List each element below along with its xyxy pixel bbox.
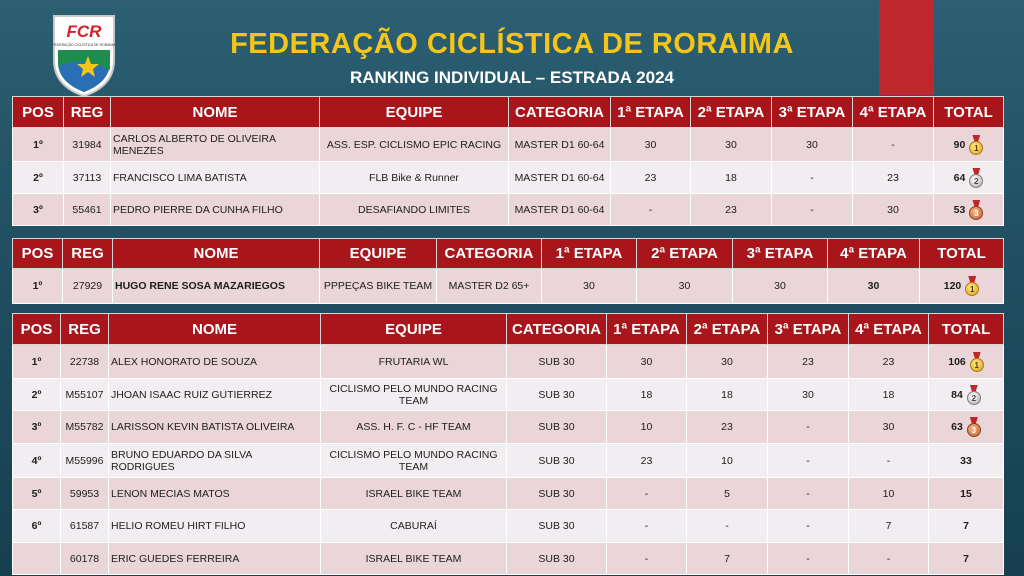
col-etapa-4: 4ª ETAPA xyxy=(849,314,929,345)
table-header-row xyxy=(13,97,1004,128)
cell-total xyxy=(929,345,1004,379)
cell-pos: 1º xyxy=(13,345,61,379)
cell-nome: PEDRO PIERRE DA CUNHA FILHO xyxy=(111,194,320,226)
gold-medal-icon: 1 xyxy=(965,276,979,296)
page-subtitle: RANKING INDIVIDUAL – ESTRADA 2024 xyxy=(349,68,674,87)
total-value: 120 xyxy=(943,279,962,292)
cell-etapa-4: 30 xyxy=(853,194,934,226)
col-categoria: CATEGORIA xyxy=(437,239,542,269)
col-etapa-1: 1ª ETAPA xyxy=(607,314,687,345)
cell-etapa-3: - xyxy=(768,411,849,444)
cell-etapa-2: 5 xyxy=(687,478,768,510)
cell-etapa-1: 30 xyxy=(607,345,687,379)
cell-equipe: ASS. H. F. C - HF TEAM xyxy=(321,411,507,444)
cell-equipe: DESAFIANDO LIMITES xyxy=(320,194,509,226)
cell-total: 7 xyxy=(929,543,1004,575)
cell-pos: 3º xyxy=(13,411,61,444)
cell-equipe: CICLISMO PELO MUNDO RACING TEAM xyxy=(321,444,507,478)
cell-etapa-1: 30 xyxy=(542,269,637,304)
cell-nome: BRUNO EDUARDO DA SILVA RODRIGUES xyxy=(109,444,321,478)
cell-etapa-1: - xyxy=(607,510,687,543)
table-header-row xyxy=(13,314,1004,345)
total-value: 63 xyxy=(951,420,963,433)
col-pos: POS xyxy=(13,97,64,128)
cell-total xyxy=(934,162,1004,194)
table-header-row xyxy=(13,239,1004,269)
cell-reg: 60178 xyxy=(61,543,109,575)
silver-medal-icon: 2 xyxy=(967,385,981,405)
cell-etapa-1: 18 xyxy=(607,379,687,411)
cell-nome: LARISSON KEVIN BATISTA OLIVEIRA xyxy=(109,411,321,444)
cell-etapa-2: 30 xyxy=(687,345,768,379)
cell-pos: 6º xyxy=(13,510,61,543)
col-nome: NOME xyxy=(111,97,320,128)
gold-medal-icon: 1 xyxy=(970,352,984,372)
col-categoria: CATEGORIA xyxy=(509,97,611,128)
col-etapa-3: 3ª ETAPA xyxy=(772,97,853,128)
cell-pos: 3º xyxy=(13,194,64,226)
cell-etapa-4: 30 xyxy=(849,411,929,444)
cell-pos xyxy=(13,543,61,575)
cell-reg: M55996 xyxy=(61,444,109,478)
total-value: 53 xyxy=(953,203,966,216)
cell-nome: LENON MECIAS MATOS xyxy=(109,478,321,510)
col-total: TOTAL xyxy=(929,314,1004,345)
table-row xyxy=(13,478,1004,510)
ranking-table-sub30 xyxy=(12,313,1004,575)
cell-equipe: CABURAÍ xyxy=(321,510,507,543)
col-equipe: EQUIPE xyxy=(321,314,507,345)
cell-categoria: MASTER D1 60-64 xyxy=(509,194,611,226)
cell-etapa-2: 18 xyxy=(687,379,768,411)
table-row xyxy=(13,162,1004,194)
cell-total xyxy=(929,379,1004,411)
col-equipe: EQUIPE xyxy=(320,97,509,128)
col-etapa-1: 1ª ETAPA xyxy=(542,239,637,269)
cell-reg: 59953 xyxy=(61,478,109,510)
cell-nome: CARLOS ALBERTO DE OLIVEIRA MENEZES xyxy=(111,128,320,162)
cell-categoria: MASTER D1 60-64 xyxy=(509,128,611,162)
cell-etapa-4: 23 xyxy=(849,345,929,379)
cell-etapa-4: - xyxy=(849,444,929,478)
col-reg: REG xyxy=(63,239,113,269)
cell-etapa-3: - xyxy=(768,478,849,510)
cell-total xyxy=(929,411,1004,444)
cell-etapa-4: - xyxy=(853,128,934,162)
cell-etapa-1: - xyxy=(607,543,687,575)
cell-etapa-3: 23 xyxy=(768,345,849,379)
cell-etapa-4: 7 xyxy=(849,510,929,543)
cell-equipe: FLB Bike & Runner xyxy=(320,162,509,194)
table-row xyxy=(13,194,1004,226)
col-reg: REG xyxy=(61,314,109,345)
cell-etapa-3: - xyxy=(768,510,849,543)
col-etapa-4: 4ª ETAPA xyxy=(828,239,920,269)
cell-etapa-3: 30 xyxy=(768,379,849,411)
table-row xyxy=(13,411,1004,444)
col-etapa-3: 3ª ETAPA xyxy=(768,314,849,345)
logo-subtext: FEDERAÇÃO CICLÍSTICA DE RORAIMA xyxy=(52,43,116,47)
cell-nome: FRANCISCO LIMA BATISTA xyxy=(111,162,320,194)
cell-categoria: MASTER D1 60-64 xyxy=(509,162,611,194)
cell-equipe: ISRAEL BIKE TEAM xyxy=(321,543,507,575)
cell-categoria: SUB 30 xyxy=(507,345,607,379)
cell-reg: 22738 xyxy=(61,345,109,379)
cell-etapa-1: 23 xyxy=(607,444,687,478)
cell-etapa-3: - xyxy=(772,162,853,194)
cell-categoria: MASTER D2 65+ xyxy=(437,269,542,304)
cell-etapa-3: 30 xyxy=(772,128,853,162)
cell-total: 15 xyxy=(929,478,1004,510)
total-value: 106 xyxy=(948,355,966,368)
col-categoria: CATEGORIA xyxy=(507,314,607,345)
cell-etapa-3: - xyxy=(768,444,849,478)
col-etapa-1: 1ª ETAPA xyxy=(611,97,691,128)
cell-pos: 1º xyxy=(13,269,63,304)
col-etapa-2: 2ª ETAPA xyxy=(687,314,768,345)
col-total: TOTAL xyxy=(920,239,1004,269)
total-value: 64 xyxy=(953,171,966,184)
ranking-table-master-d2 xyxy=(12,238,1004,304)
cell-etapa-4: 10 xyxy=(849,478,929,510)
col-total: TOTAL xyxy=(934,97,1004,128)
cell-pos: 5º xyxy=(13,478,61,510)
cell-etapa-1: - xyxy=(607,478,687,510)
col-etapa-2: 2ª ETAPA xyxy=(691,97,772,128)
cell-pos: 4º xyxy=(13,444,61,478)
cell-nome: JHOAN ISAAC RUIZ GUTIERREZ xyxy=(109,379,321,411)
cell-nome: HELIO ROMEU HIRT FILHO xyxy=(109,510,321,543)
cell-nome: ERIC GUEDES FERREIRA xyxy=(109,543,321,575)
total-value: 90 xyxy=(953,138,966,151)
cell-etapa-4: - xyxy=(849,543,929,575)
cell-etapa-2: - xyxy=(687,510,768,543)
cell-etapa-1: 10 xyxy=(607,411,687,444)
cell-pos: 2º xyxy=(13,162,64,194)
cell-etapa-2: 30 xyxy=(637,269,733,304)
page-title: FEDERAÇÃO CICLÍSTICA DE RORAIMA xyxy=(230,28,794,60)
col-reg: REG xyxy=(64,97,111,128)
cell-reg: 27929 xyxy=(63,269,113,304)
cell-etapa-4: 23 xyxy=(853,162,934,194)
cell-categoria: SUB 30 xyxy=(507,379,607,411)
cell-etapa-1: 23 xyxy=(611,162,691,194)
cell-etapa-1: 30 xyxy=(611,128,691,162)
gold-medal-icon: 1 xyxy=(969,135,983,155)
cell-total: 7 xyxy=(929,510,1004,543)
cell-etapa-2: 23 xyxy=(687,411,768,444)
cell-total xyxy=(934,194,1004,226)
table-row xyxy=(13,128,1004,162)
col-equipe: EQUIPE xyxy=(320,239,437,269)
table-row xyxy=(13,345,1004,379)
cell-equipe: CICLISMO PELO MUNDO RACING TEAM xyxy=(321,379,507,411)
cell-reg: M55782 xyxy=(61,411,109,444)
cell-pos: 2º xyxy=(13,379,61,411)
col-nome: NOME xyxy=(109,314,321,345)
cell-equipe: ISRAEL BIKE TEAM xyxy=(321,478,507,510)
ranking-table-master-d1 xyxy=(12,96,1004,226)
table-row xyxy=(13,379,1004,411)
table-row xyxy=(13,444,1004,478)
cell-etapa-2: 23 xyxy=(691,194,772,226)
table-row xyxy=(13,510,1004,543)
cell-reg: 37113 xyxy=(64,162,111,194)
cell-etapa-1: - xyxy=(611,194,691,226)
col-etapa-4: 4ª ETAPA xyxy=(853,97,934,128)
cell-equipe: FRUTARIA WL xyxy=(321,345,507,379)
cell-categoria: SUB 30 xyxy=(507,444,607,478)
cell-etapa-2: 30 xyxy=(691,128,772,162)
bronze-medal-icon: 3 xyxy=(969,200,983,220)
cell-equipe: PPPEÇAS BIKE TEAM xyxy=(320,269,437,304)
cell-etapa-4: 18 xyxy=(849,379,929,411)
cell-etapa-3: - xyxy=(772,194,853,226)
cell-etapa-3: 30 xyxy=(733,269,828,304)
col-nome: NOME xyxy=(113,239,320,269)
cell-reg: 61587 xyxy=(61,510,109,543)
cell-reg: M55107 xyxy=(61,379,109,411)
col-etapa-2: 2ª ETAPA xyxy=(637,239,733,269)
cell-total: 33 xyxy=(929,444,1004,478)
cell-reg: 55461 xyxy=(64,194,111,226)
cell-etapa-2: 18 xyxy=(691,162,772,194)
cell-nome: HUGO RENE SOSA MAZARIEGOS xyxy=(113,269,320,304)
col-pos: POS xyxy=(13,239,63,269)
cell-categoria: SUB 30 xyxy=(507,510,607,543)
col-pos: POS xyxy=(13,314,61,345)
cell-reg: 31984 xyxy=(64,128,111,162)
cell-total xyxy=(934,128,1004,162)
cell-categoria: SUB 30 xyxy=(507,411,607,444)
cell-pos: 1º xyxy=(13,128,64,162)
cell-equipe: ASS. ESP. CICLISMO EPIC RACING xyxy=(320,128,509,162)
bronze-medal-icon: 3 xyxy=(967,417,981,437)
cell-total xyxy=(920,269,1004,304)
cell-nome: ALEX HONORATO DE SOUZA xyxy=(109,345,321,379)
col-etapa-3: 3ª ETAPA xyxy=(733,239,828,269)
cell-etapa-4: 30 xyxy=(828,269,920,304)
cell-categoria: SUB 30 xyxy=(507,478,607,510)
cell-etapa-2: 10 xyxy=(687,444,768,478)
logo-text: FCR xyxy=(66,22,102,41)
silver-medal-icon: 2 xyxy=(969,168,983,188)
cell-etapa-2: 7 xyxy=(687,543,768,575)
table-row xyxy=(13,269,1004,304)
total-value: 84 xyxy=(951,388,963,401)
cell-etapa-3: - xyxy=(768,543,849,575)
cell-categoria: SUB 30 xyxy=(507,543,607,575)
table-row xyxy=(13,543,1004,575)
